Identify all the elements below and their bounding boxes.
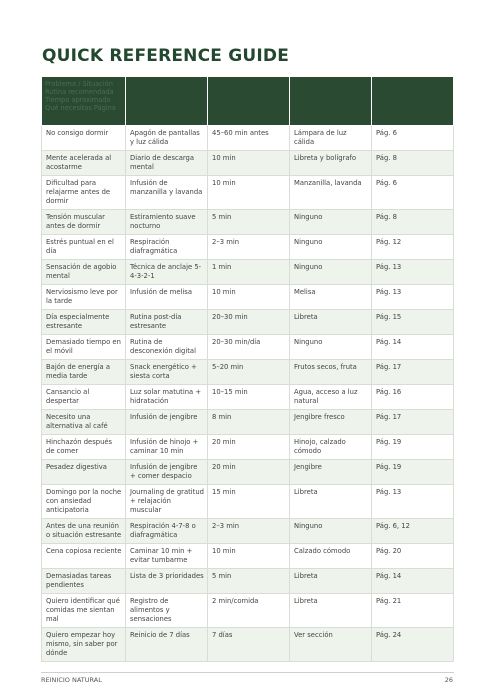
header-cell-empty [372,77,454,126]
routine-cell: Estiramiento suave nocturno [126,210,208,235]
table-row [42,385,454,410]
routine-cell: Infusión de manzanilla y lavanda [126,176,208,210]
page-cell: Pág. 6 [372,126,454,151]
needs-cell: Ninguno [290,210,372,235]
needs-cell: Libreta [290,594,372,628]
time-cell: 7 días [208,628,290,662]
table-row [42,151,454,176]
time-cell: 20–30 min [208,310,290,335]
time-cell: 5 min [208,210,290,235]
table-row [42,335,454,360]
header-cell-empty [208,77,290,126]
table-row [42,310,454,335]
routine-cell: Infusión de hinojo + caminar 10 min [126,435,208,460]
routine-cell: Apagón de pantallas y luz cálida [126,126,208,151]
routine-cell: Registro de alimentos y sensaciones [126,594,208,628]
header-line: Problema / Situación [45,80,113,88]
page-cell: Pág. 14 [372,569,454,594]
table-row [42,544,454,569]
table-row [42,435,454,460]
time-cell: 10 min [208,544,290,569]
footer-divider [41,672,454,673]
needs-cell: Manzanilla, lavanda [290,176,372,210]
table-row [42,628,454,662]
routine-cell: Infusión de jengibre [126,410,208,435]
page-cell: Pág. 13 [372,485,454,519]
table-row [42,210,454,235]
problem-cell: Estrés puntual en el día [42,235,126,260]
table-row [42,519,454,544]
page-cell: Pág. 15 [372,310,454,335]
problem-cell: Antes de una reunión o situación estresante [42,519,126,544]
needs-cell: Ver sección [290,628,372,662]
problem-cell: Tensión muscular antes de dormir [42,210,126,235]
time-cell: 8 min [208,410,290,435]
table-row [42,360,454,385]
page-cell: Pág. 24 [372,628,454,662]
routine-cell: Snack energético + siesta corta [126,360,208,385]
table-row [42,594,454,628]
needs-cell: Frutos secos, fruta [290,360,372,385]
routine-cell: Journaling de gratitud + relajación muscular [126,485,208,519]
page-cell: Pág. 20 [372,544,454,569]
page-cell: Pág. 12 [372,235,454,260]
routine-cell: Infusión de jengibre + comer despacio [126,460,208,485]
page-number: 26 [444,676,453,684]
routine-cell: Técnica de anclaje 5-4-3-2-1 [126,260,208,285]
routine-cell: Respiración 4-7-8 o diafragmática [126,519,208,544]
page-cell: Pág. 19 [372,435,454,460]
problem-cell: Sensación de agobio mental [42,260,126,285]
time-cell: 10 min [208,151,290,176]
page-cell: Pág. 13 [372,285,454,310]
needs-cell: Ninguno [290,519,372,544]
page-cell: Pág. 17 [372,360,454,385]
problem-cell: Necesito una alternativa al café [42,410,126,435]
time-cell: 1 min [208,260,290,285]
header-line: Qué necesitas Página [45,104,116,112]
problem-cell: Quiero identificar qué comidas me sientan mal [42,594,126,628]
page-cell: Pág. 14 [372,335,454,360]
time-cell: 2 min/comida [208,594,290,628]
needs-cell: Hinojo, calzado cómodo [290,435,372,460]
time-cell: 10 min [208,285,290,310]
header-cell-empty [126,77,208,126]
time-cell: 20–30 min/día [208,335,290,360]
problem-cell: Quiero empezar hoy mismo, sin saber por dónde [42,628,126,662]
routine-cell: Reinicio de 7 días [126,628,208,662]
routine-cell: Luz solar matutina + hidratación [126,385,208,410]
page-cell: Pág. 8 [372,151,454,176]
table-row [42,460,454,485]
problem-cell: Nerviosismo leve por la tarde [42,285,126,310]
problem-cell: Día especialmente estresante [42,310,126,335]
page-cell: Pág. 16 [372,385,454,410]
needs-cell: Jengibre fresco [290,410,372,435]
needs-cell: Melisa [290,285,372,310]
needs-cell: Libreta [290,310,372,335]
header-line: Rutina recomendada [45,88,114,96]
footer-title: REINICIO NATURAL [41,676,102,684]
table-row [42,126,454,151]
problem-cell: Cena copiosa reciente [42,544,126,569]
needs-cell: Libreta y bolígrafo [290,151,372,176]
page-cell: Pág. 8 [372,210,454,235]
needs-cell: Libreta [290,569,372,594]
time-cell: 5–20 min [208,360,290,385]
table-row [42,485,454,519]
table-row [42,176,454,210]
routine-cell: Rutina de desconexión digital [126,335,208,360]
header-cell-empty [290,77,372,126]
problem-cell: Dificultad para relajarme antes de dormir [42,176,126,210]
needs-cell: Ninguno [290,335,372,360]
time-cell: 45–60 min antes [208,126,290,151]
quick-reference-table [41,76,454,662]
header-line: Tiempo aproximado [45,96,111,104]
time-cell: 10 min [208,176,290,210]
needs-cell: Jengibre [290,460,372,485]
needs-cell: Agua, acceso a luz natural [290,385,372,410]
time-cell: 20 min [208,435,290,460]
needs-cell: Ninguno [290,235,372,260]
routine-cell: Diario de descarga mental [126,151,208,176]
page-cell: Pág. 6 [372,176,454,210]
table-body [42,126,454,662]
time-cell: 2–3 min [208,519,290,544]
time-cell: 10–15 min [208,385,290,410]
routine-cell: Lista de 3 prioridades [126,569,208,594]
routine-cell: Infusión de melisa [126,285,208,310]
page-cell: Pág. 19 [372,460,454,485]
problem-cell: Cansancio al despertar [42,385,126,410]
table-header-row [42,77,454,126]
table-row [42,285,454,310]
table-row [42,569,454,594]
table-row [42,260,454,285]
problem-cell: Hinchazón después de comer [42,435,126,460]
needs-cell: Lámpara de luz cálida [290,126,372,151]
page-cell: Pág. 6, 12 [372,519,454,544]
header-cell [42,77,126,126]
table-row [42,410,454,435]
routine-cell: Rutina post-día estresante [126,310,208,335]
needs-cell: Ninguno [290,260,372,285]
time-cell: 20 min [208,460,290,485]
problem-cell: Domingo por la noche con ansiedad anticipatoria [42,485,126,519]
routine-cell: Caminar 10 min + evitar tumbarme [126,544,208,569]
needs-cell: Libreta [290,485,372,519]
page-cell: Pág. 17 [372,410,454,435]
table-row [42,235,454,260]
problem-cell: Pesadez digestiva [42,460,126,485]
page-cell: Pág. 21 [372,594,454,628]
problem-cell: Demasiado tiempo en el móvil [42,335,126,360]
problem-cell: Bajón de energía a media tarde [42,360,126,385]
time-cell: 15 min [208,485,290,519]
needs-cell: Calzado cómodo [290,544,372,569]
routine-cell: Respiración diafragmática [126,235,208,260]
time-cell: 5 min [208,569,290,594]
page-title: QUICK REFERENCE GUIDE [42,46,290,66]
page-cell: Pág. 13 [372,260,454,285]
problem-cell: Demasiadas tareas pendientes [42,569,126,594]
time-cell: 2–3 min [208,235,290,260]
problem-cell: No consigo dormir [42,126,126,151]
problem-cell: Mente acelerada al acostarme [42,151,126,176]
